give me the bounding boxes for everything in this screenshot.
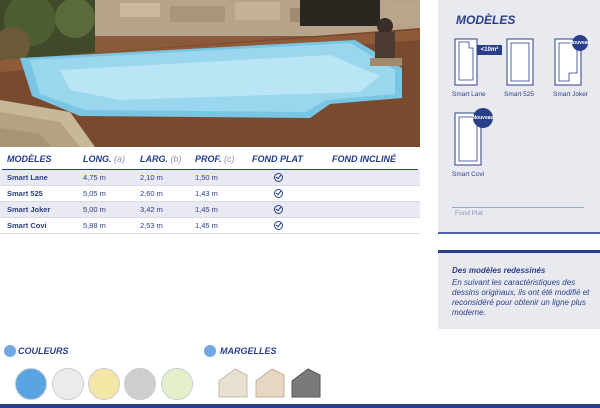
header-inclined: FOND INCLINÉ <box>332 154 396 164</box>
color-swatch-green[interactable] <box>161 368 193 400</box>
row-model: Smart Covi <box>7 221 47 230</box>
area-badge: <10m² <box>477 45 502 55</box>
new-badge: Nouveau <box>572 35 588 51</box>
margins-title: MARGELLES <box>220 346 277 356</box>
model-label: Smart 525 <box>504 91 534 98</box>
header-model: MODÈLES <box>7 154 52 164</box>
color-swatch-white[interactable] <box>52 368 84 400</box>
model-label: Smart Joker <box>553 91 589 98</box>
table-row <box>0 202 420 218</box>
note-text: En suivant les caractéristiques des dessins originaux, ils ont été modifié et reconsidéré pour obtenir un ligne plus moderne. <box>452 278 590 317</box>
row-model: Smart Lane <box>7 173 48 182</box>
models-title: MODÈLES <box>456 13 516 27</box>
check-icon <box>274 189 283 198</box>
table-row <box>0 218 420 234</box>
row-length: 4,75 m <box>83 173 106 182</box>
check-icon <box>274 173 283 182</box>
row-depth: 1,45 m <box>195 205 218 214</box>
row-model: Smart 525 <box>7 189 43 198</box>
legend-label: Fond Plat <box>455 210 483 217</box>
header-length: LONG. (a) <box>83 154 126 164</box>
bottom-bar <box>0 404 600 408</box>
note-box <box>438 250 600 329</box>
pool-smart-525-icon <box>506 38 536 88</box>
header-width: LARG. (b) <box>140 154 182 164</box>
model-label: Smart Covi <box>452 171 485 178</box>
header-flat: FOND PLAT <box>252 154 303 164</box>
margin-tile-pink[interactable] <box>254 367 286 400</box>
pool-photo <box>0 0 420 147</box>
row-length: 5,88 m <box>83 221 106 230</box>
header-depth: PROF. (c) <box>195 154 235 164</box>
row-length: 5,05 m <box>83 189 106 198</box>
color-swatch-sand[interactable] <box>88 368 120 400</box>
margin-tile-dark[interactable] <box>290 367 322 400</box>
color-swatch-grey[interactable] <box>124 368 156 400</box>
table-row <box>0 186 420 202</box>
row-width: 3,42 m <box>140 205 163 214</box>
palette-icon <box>4 345 16 357</box>
row-model: Smart Joker <box>7 205 51 214</box>
row-depth: 1,50 m <box>195 173 218 182</box>
row-depth: 1,45 m <box>195 221 218 230</box>
row-length: 5,00 m <box>83 205 106 214</box>
check-icon <box>274 205 283 214</box>
new-badge: Nouveau <box>473 108 493 128</box>
row-width: 2,53 m <box>140 221 163 230</box>
check-icon <box>274 221 283 230</box>
row-depth: 1,43 m <box>195 189 218 198</box>
color-swatch-blue[interactable] <box>15 368 47 400</box>
row-width: 2,10 m <box>140 173 163 182</box>
margin-tile-beige[interactable] <box>217 367 249 400</box>
table-row <box>0 170 420 186</box>
specs-header <box>0 150 420 170</box>
margin-icon <box>204 345 216 357</box>
legend-rule <box>452 207 584 208</box>
model-label: Smart Lane <box>452 91 486 98</box>
note-heading: Des modèles redessinés <box>452 266 546 275</box>
specs-table <box>0 150 420 234</box>
row-width: 2,60 m <box>140 189 163 198</box>
colors-title: COULEURS <box>18 346 69 356</box>
